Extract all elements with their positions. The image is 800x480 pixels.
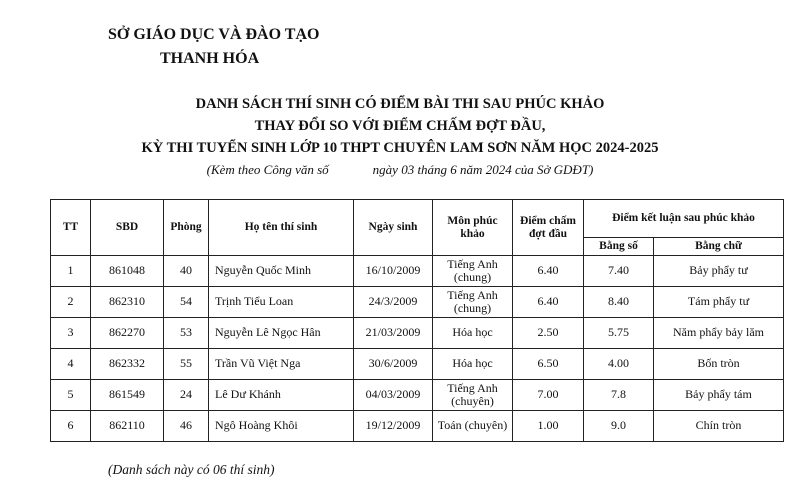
header-subject: Môn phúc khảo — [433, 200, 513, 256]
header-name: Họ tên thí sinh — [209, 200, 354, 256]
cell-name: Nguyễn Quốc Minh — [209, 256, 354, 287]
cell-name: Nguyễn Lê Ngọc Hân — [209, 318, 354, 349]
cell-score-words: Tám phẩy tư — [654, 287, 784, 318]
cell-score-words: Bảy phẩy tư — [654, 256, 784, 287]
cell-subject: Hóa học — [433, 318, 513, 349]
cell-dob: 24/3/2009 — [354, 287, 433, 318]
cell-dob: 19/12/2009 — [354, 411, 433, 442]
cell-score-number: 9.0 — [584, 411, 654, 442]
cell-room: 40 — [164, 256, 209, 287]
province-name: THANH HÓA — [160, 50, 260, 67]
cell-tt: 2 — [51, 287, 91, 318]
cell-dob: 16/10/2009 — [354, 256, 433, 287]
results-table — [50, 199, 784, 442]
cell-score-words: Bốn tròn — [654, 349, 784, 380]
cell-name: Ngô Hoàng Khôi — [209, 411, 354, 442]
cell-room: 53 — [164, 318, 209, 349]
header-tt: TT — [51, 200, 91, 256]
cell-score-words: Bảy phẩy tám — [654, 380, 784, 411]
cell-subject: Toán (chuyên) — [433, 411, 513, 442]
cell-room: 24 — [164, 380, 209, 411]
cell-dob: 04/03/2009 — [354, 380, 433, 411]
header-conclusion: Điểm kết luận sau phúc khảo — [584, 200, 784, 238]
cell-first-score: 6.40 — [513, 287, 584, 318]
cell-first-score: 7.00 — [513, 380, 584, 411]
header-in-number: Bằng số — [584, 238, 654, 256]
subtitle-left: (Kèm theo Công văn số — [206, 162, 329, 177]
department-name: SỞ GIÁO DỤC VÀ ĐÀO TẠO — [108, 26, 320, 43]
cell-dob: 30/6/2009 — [354, 349, 433, 380]
table-row — [51, 411, 784, 442]
cell-first-score: 6.50 — [513, 349, 584, 380]
cell-tt: 4 — [51, 349, 91, 380]
footnote: (Danh sách này có 06 thí sinh) — [108, 462, 275, 477]
cell-subject: Hóa học — [433, 349, 513, 380]
document-title-line-2: THAY ĐỔI SO VỚI ĐIỂM CHẤM ĐỢT ĐẦU, — [254, 118, 546, 134]
cell-score-number: 7.40 — [584, 256, 654, 287]
table-row — [51, 380, 784, 411]
document-subtitle — [0, 162, 800, 178]
header-first-score: Điểm chấm đợt đầu — [513, 200, 584, 256]
cell-subject: Tiếng Anh (chuyên) — [433, 380, 513, 411]
cell-tt: 1 — [51, 256, 91, 287]
cell-dob: 21/03/2009 — [354, 318, 433, 349]
cell-room: 46 — [164, 411, 209, 442]
cell-sbd: 861549 — [91, 380, 164, 411]
cell-tt: 3 — [51, 318, 91, 349]
header-dob: Ngày sinh — [354, 200, 433, 256]
cell-name: Lê Dư Khánh — [209, 380, 354, 411]
cell-score-number: 5.75 — [584, 318, 654, 349]
cell-sbd: 862110 — [91, 411, 164, 442]
table-row — [51, 349, 784, 380]
header-in-words: Bằng chữ — [654, 238, 784, 256]
cell-room: 54 — [164, 287, 209, 318]
document-title-line-1: DANH SÁCH THÍ SINH CÓ ĐIỂM BÀI THI SAU PHÚC KHẢO — [195, 96, 605, 112]
cell-score-number: 7.8 — [584, 380, 654, 411]
cell-score-number: 4.00 — [584, 349, 654, 380]
cell-tt: 6 — [51, 411, 91, 442]
cell-score-number: 8.40 — [584, 287, 654, 318]
cell-first-score: 6.40 — [513, 256, 584, 287]
cell-name: Trần Vũ Việt Nga — [209, 349, 354, 380]
cell-tt: 5 — [51, 380, 91, 411]
table-row — [51, 287, 784, 318]
cell-first-score: 1.00 — [513, 411, 584, 442]
document-title-line-3: KỲ THI TUYỂN SINH LỚP 10 THPT CHUYÊN LAM SƠN NĂM HỌC 2024-2025 — [141, 140, 659, 156]
cell-score-words: Năm phẩy bảy lăm — [654, 318, 784, 349]
cell-subject: Tiếng Anh (chung) — [433, 287, 513, 318]
cell-first-score: 2.50 — [513, 318, 584, 349]
header-room: Phòng — [164, 200, 209, 256]
cell-room: 55 — [164, 349, 209, 380]
cell-sbd: 862332 — [91, 349, 164, 380]
cell-sbd: 862310 — [91, 287, 164, 318]
cell-sbd: 862270 — [91, 318, 164, 349]
table-row — [51, 318, 784, 349]
table-row — [51, 256, 784, 287]
cell-name: Trịnh Tiểu Loan — [209, 287, 354, 318]
subtitle-right: ngày 03 tháng 6 năm 2024 của Sở GDĐT) — [372, 162, 594, 177]
header-sbd: SBD — [91, 200, 164, 256]
cell-sbd: 861048 — [91, 256, 164, 287]
cell-score-words: Chín tròn — [654, 411, 784, 442]
cell-subject: Tiếng Anh (chung) — [433, 256, 513, 287]
